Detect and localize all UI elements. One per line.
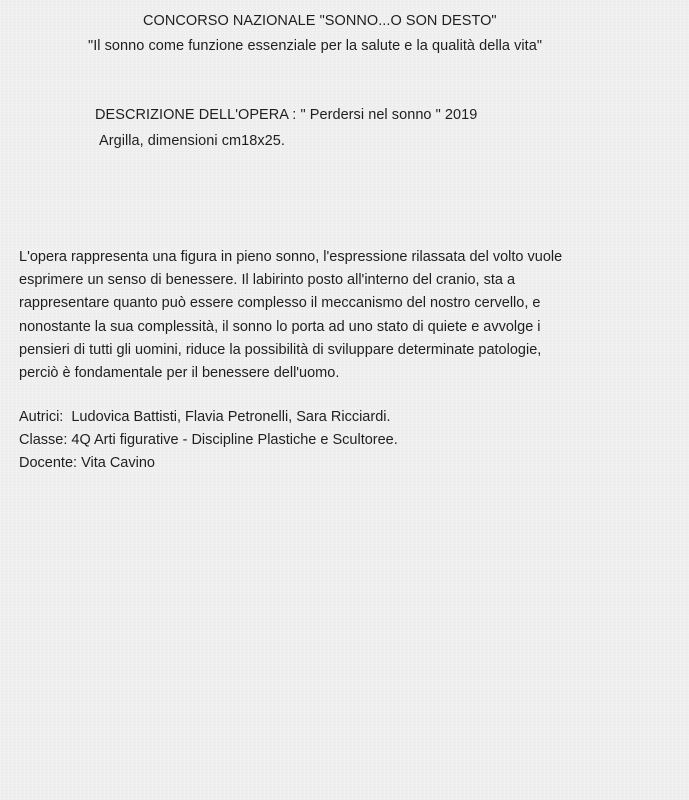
- body-line: perciò è fondamentale per il benessere dell'uomo.: [19, 365, 340, 382]
- contest-subtitle: "Il sonno come funzione essenziale per la salute e la qualità della vita": [88, 38, 543, 54]
- artwork-description-body: [19, 246, 679, 385]
- body-line: pensieri di tutti gli uomini, riduce la possibilità di sviluppare determinate patologie,: [19, 341, 542, 358]
- class-line: Classe: 4Q Arti figurative - Discipline Plastiche e Scultoree.: [19, 432, 398, 449]
- authors-line: Autrici: Ludovica Battisti, Flavia Petronelli, Sara Ricciardi.: [19, 409, 391, 425]
- teacher-line: Docente: Vita Cavino: [19, 455, 155, 472]
- body-line: L'opera rappresenta una figura in pieno sonno, l'espressione rilassata del volto vuole: [19, 249, 563, 265]
- artwork-description-title: DESCRIZIONE DELL'OPERA : " Perdersi nel sonno " 2019: [95, 107, 478, 123]
- contest-title: CONCORSO NAZIONALE "SONNO...O SON DESTO": [143, 13, 497, 29]
- body-line: nonostante la sua complessità, il sonno lo porta ad uno stato di quiete e avvolge i: [19, 318, 541, 335]
- artwork-material: Argilla, dimensioni cm18x25.: [99, 133, 285, 149]
- body-line: rappresentare quanto può essere complesso il meccanismo del nostro cervello, e: [19, 295, 541, 312]
- credits-block: [19, 406, 679, 476]
- body-line: esprimere un senso di benessere. Il labirinto posto all'interno del cranio, sta a: [19, 272, 516, 289]
